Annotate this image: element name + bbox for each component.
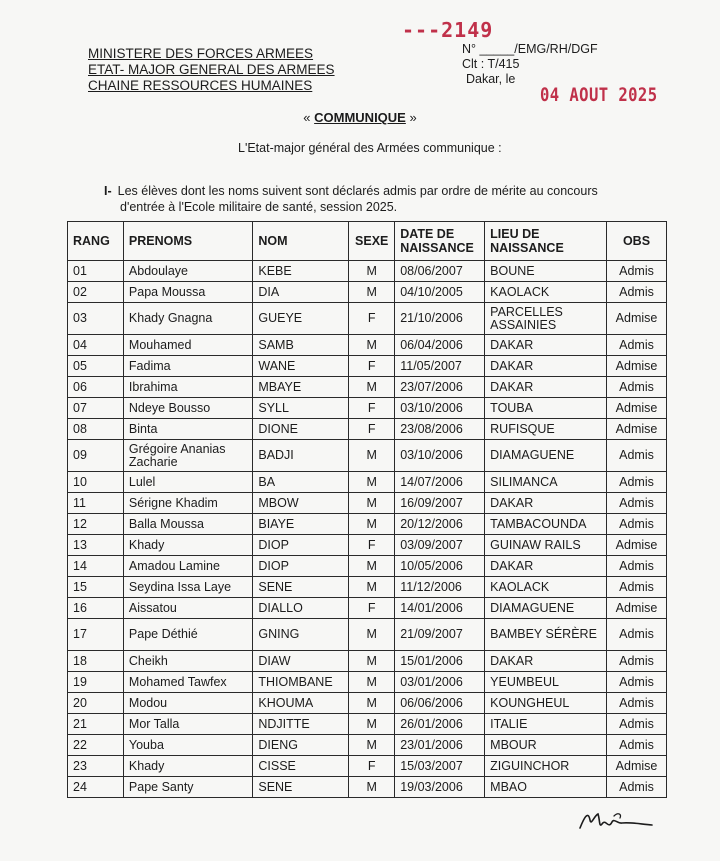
cell-obs: Admis — [607, 493, 667, 514]
cell-nom: KHOUMA — [253, 693, 349, 714]
table-row — [68, 282, 667, 303]
cell-nom: BA — [253, 472, 349, 493]
table-row — [68, 651, 667, 672]
cell-date: 04/10/2005 — [395, 282, 485, 303]
cell-obs: Admise — [607, 535, 667, 556]
cell-sexe: F — [349, 356, 395, 377]
cell-rang: 11 — [68, 493, 124, 514]
cell-sexe: M — [349, 261, 395, 282]
cell-date: 14/07/2006 — [395, 472, 485, 493]
cell-date: 03/10/2006 — [395, 440, 485, 472]
cell-prenoms: Binta — [123, 419, 252, 440]
cell-rang: 18 — [68, 651, 124, 672]
cell-obs: Admis — [607, 714, 667, 735]
cell-nom: DIOP — [253, 556, 349, 577]
cell-nom: THIOMBANE — [253, 672, 349, 693]
cell-obs: Admis — [607, 261, 667, 282]
cell-prenoms: Mor Talla — [123, 714, 252, 735]
cell-lieu: KAOLACK — [485, 577, 607, 598]
reference-number-stamp: ---2149 — [402, 18, 494, 42]
cell-lieu: TAMBACOUNDA — [485, 514, 607, 535]
cell-obs: Admis — [607, 651, 667, 672]
cell-lieu: RUFISQUE — [485, 419, 607, 440]
table-row — [68, 377, 667, 398]
cell-obs: Admise — [607, 598, 667, 619]
cell-lieu: ZIGUINCHOR — [485, 756, 607, 777]
cell-prenoms: Aissatou — [123, 598, 252, 619]
cell-prenoms: Khady Gnagna — [123, 303, 252, 335]
cell-prenoms: Grégoire Ananias Zacharie — [123, 440, 252, 472]
table-row — [68, 493, 667, 514]
section-paragraph — [104, 183, 704, 215]
table-row — [68, 577, 667, 598]
cell-nom: CISSE — [253, 756, 349, 777]
cell-rang: 21 — [68, 714, 124, 735]
cell-rang: 09 — [68, 440, 124, 472]
date-stamp: 04 AOUT 2025 — [540, 84, 658, 106]
cell-rang: 03 — [68, 303, 124, 335]
cell-prenoms: Ndeye Bousso — [123, 398, 252, 419]
cell-date: 15/01/2006 — [395, 651, 485, 672]
table-row — [68, 472, 667, 493]
cell-obs: Admis — [607, 472, 667, 493]
cell-nom: MBOW — [253, 493, 349, 514]
cell-prenoms: Ibrahima — [123, 377, 252, 398]
header-date-line-1: DATE DE — [400, 227, 455, 241]
document-title — [0, 110, 720, 125]
cell-rang: 20 — [68, 693, 124, 714]
section-line-2: d'entrée à l'Ecole militaire de santé, session 2025. — [120, 200, 398, 214]
table-row — [68, 419, 667, 440]
cell-nom: SYLL — [253, 398, 349, 419]
cell-sexe: M — [349, 556, 395, 577]
table-row — [68, 756, 667, 777]
cell-lieu: DAKAR — [485, 356, 607, 377]
cell-obs: Admis — [607, 672, 667, 693]
cell-nom: SAMB — [253, 335, 349, 356]
issuer-line-2: ETAT- MAJOR GENERAL DES ARMEES — [88, 62, 335, 77]
cell-sexe: M — [349, 440, 395, 472]
cell-lieu: DIAMAGUENE — [485, 440, 607, 472]
cell-sexe: M — [349, 735, 395, 756]
table-header-row — [68, 222, 667, 261]
cell-rang: 02 — [68, 282, 124, 303]
issuer-line-1: MINISTERE DES FORCES ARMEES — [88, 46, 314, 61]
cell-prenoms: Youba — [123, 735, 252, 756]
cell-rang: 14 — [68, 556, 124, 577]
table-row — [68, 303, 667, 335]
clt-line: Clt : T/415 — [462, 57, 520, 71]
header-sexe: SEXE — [349, 222, 395, 261]
cell-prenoms: Fadima — [123, 356, 252, 377]
cell-prenoms: Abdoulaye — [123, 261, 252, 282]
cell-sexe: M — [349, 514, 395, 535]
cell-rang: 01 — [68, 261, 124, 282]
cell-nom: DIENG — [253, 735, 349, 756]
cell-lieu: DIAMAGUENE — [485, 598, 607, 619]
cell-lieu: MBOUR — [485, 735, 607, 756]
cell-rang: 15 — [68, 577, 124, 598]
header-prenoms: PRENOMS — [123, 222, 252, 261]
cell-prenoms: Cheikh — [123, 651, 252, 672]
cell-nom: KEBE — [253, 261, 349, 282]
table-row — [68, 714, 667, 735]
table-body — [68, 261, 667, 798]
cell-lieu: KAOLACK — [485, 282, 607, 303]
cell-date: 19/03/2006 — [395, 777, 485, 798]
cell-lieu: ITALIE — [485, 714, 607, 735]
table-row — [68, 335, 667, 356]
cell-obs: Admis — [607, 619, 667, 651]
cell-nom: DIAW — [253, 651, 349, 672]
cell-rang: 10 — [68, 472, 124, 493]
cell-obs: Admis — [607, 335, 667, 356]
cell-prenoms: Khady — [123, 756, 252, 777]
cell-sexe: F — [349, 419, 395, 440]
cell-sexe: M — [349, 472, 395, 493]
cell-rang: 06 — [68, 377, 124, 398]
table-row — [68, 514, 667, 535]
cell-obs: Admise — [607, 756, 667, 777]
cell-nom: BIAYE — [253, 514, 349, 535]
cell-lieu: DAKAR — [485, 335, 607, 356]
title-close-quote: » — [405, 110, 417, 125]
cell-lieu: MBAO — [485, 777, 607, 798]
cell-obs: Admis — [607, 577, 667, 598]
cell-obs: Admis — [607, 282, 667, 303]
cell-sexe: M — [349, 777, 395, 798]
table-row — [68, 535, 667, 556]
cell-prenoms: Balla Moussa — [123, 514, 252, 535]
table-row — [68, 672, 667, 693]
table-row — [68, 356, 667, 377]
cell-sexe: M — [349, 282, 395, 303]
cell-obs: Admis — [607, 440, 667, 472]
cell-nom: DIALLO — [253, 598, 349, 619]
cell-prenoms: Sérigne Khadim — [123, 493, 252, 514]
cell-sexe: M — [349, 577, 395, 598]
cell-lieu: TOUBA — [485, 398, 607, 419]
cell-rang: 23 — [68, 756, 124, 777]
table-row — [68, 398, 667, 419]
signature — [578, 804, 662, 838]
cell-sexe: M — [349, 651, 395, 672]
header-date-line-2: NAISSANCE — [400, 241, 474, 255]
header-nom: NOM — [253, 222, 349, 261]
cell-sexe: M — [349, 493, 395, 514]
cell-date: 06/06/2006 — [395, 693, 485, 714]
cell-prenoms: Lulel — [123, 472, 252, 493]
cell-date: 08/06/2007 — [395, 261, 485, 282]
cell-nom: DIA — [253, 282, 349, 303]
cell-lieu: DAKAR — [485, 651, 607, 672]
results-table — [67, 221, 667, 798]
cell-lieu: DAKAR — [485, 493, 607, 514]
table-row — [68, 261, 667, 282]
cell-date: 06/04/2006 — [395, 335, 485, 356]
cell-rang: 19 — [68, 672, 124, 693]
cell-date: 23/07/2006 — [395, 377, 485, 398]
header-lieu-line-1: LIEU DE — [490, 227, 540, 241]
cell-date: 15/03/2007 — [395, 756, 485, 777]
cell-prenoms: Modou — [123, 693, 252, 714]
table-row — [68, 619, 667, 651]
cell-nom: MBAYE — [253, 377, 349, 398]
cell-obs: Admis — [607, 514, 667, 535]
cell-sexe: M — [349, 619, 395, 651]
cell-prenoms: Mohamed Tawfex — [123, 672, 252, 693]
table-row — [68, 440, 667, 472]
table-row — [68, 556, 667, 577]
cell-nom: NDJITTE — [253, 714, 349, 735]
table-row — [68, 598, 667, 619]
cell-date: 23/01/2006 — [395, 735, 485, 756]
place-line: Dakar, le — [466, 72, 516, 86]
title-open-quote: « — [303, 110, 315, 125]
cell-obs: Admise — [607, 303, 667, 335]
cell-obs: Admis — [607, 777, 667, 798]
table-row — [68, 777, 667, 798]
cell-obs: Admise — [607, 398, 667, 419]
cell-lieu: BOUNE — [485, 261, 607, 282]
reference-block — [462, 42, 598, 87]
cell-rang: 16 — [68, 598, 124, 619]
cell-sexe: M — [349, 672, 395, 693]
cell-lieu: BAMBEY SÉRÈRE — [485, 619, 607, 651]
cell-nom: SENE — [253, 577, 349, 598]
cell-obs: Admis — [607, 735, 667, 756]
header-lieu-line-2: NAISSANCE — [490, 241, 564, 255]
cell-rang: 05 — [68, 356, 124, 377]
cell-date: 11/12/2006 — [395, 577, 485, 598]
intro-text: L'Etat-major général des Armées communique : — [238, 141, 502, 155]
header-date — [395, 222, 485, 261]
cell-obs: Admise — [607, 419, 667, 440]
issuer-line-3: CHAINE RESSOURCES HUMAINES — [88, 78, 313, 93]
cell-obs: Admis — [607, 556, 667, 577]
cell-date: 20/12/2006 — [395, 514, 485, 535]
cell-nom: SENE — [253, 777, 349, 798]
cell-prenoms: Khady — [123, 535, 252, 556]
header-rang: RANG — [68, 222, 124, 261]
cell-date: 23/08/2006 — [395, 419, 485, 440]
cell-rang: 04 — [68, 335, 124, 356]
cell-sexe: F — [349, 535, 395, 556]
cell-date: 11/05/2007 — [395, 356, 485, 377]
cell-lieu: DAKAR — [485, 556, 607, 577]
cell-date: 10/05/2006 — [395, 556, 485, 577]
cell-sexe: M — [349, 714, 395, 735]
cell-date: 03/09/2007 — [395, 535, 485, 556]
cell-nom: BADJI — [253, 440, 349, 472]
cell-rang: 17 — [68, 619, 124, 651]
reference-line: N° _____/EMG/RH/DGF — [462, 42, 598, 56]
cell-sexe: M — [349, 693, 395, 714]
cell-sexe: F — [349, 398, 395, 419]
title-text: COMMUNIQUE — [314, 110, 406, 125]
cell-nom: GNING — [253, 619, 349, 651]
cell-sexe: M — [349, 335, 395, 356]
cell-date: 21/09/2007 — [395, 619, 485, 651]
cell-date: 21/10/2006 — [395, 303, 485, 335]
cell-obs: Admis — [607, 693, 667, 714]
cell-date: 14/01/2006 — [395, 598, 485, 619]
cell-prenoms: Papa Moussa — [123, 282, 252, 303]
cell-nom: GUEYE — [253, 303, 349, 335]
cell-date: 03/01/2006 — [395, 672, 485, 693]
cell-rang: 13 — [68, 535, 124, 556]
cell-lieu: PARCELLES ASSAINIES — [485, 303, 607, 335]
cell-lieu: KOUNGHEUL — [485, 693, 607, 714]
cell-obs: Admis — [607, 377, 667, 398]
section-number: I- — [104, 184, 112, 198]
cell-lieu: SILIMANCA — [485, 472, 607, 493]
cell-prenoms: Pape Déthié — [123, 619, 252, 651]
cell-sexe: F — [349, 756, 395, 777]
cell-obs: Admise — [607, 356, 667, 377]
cell-lieu: YEUMBEUL — [485, 672, 607, 693]
cell-rang: 12 — [68, 514, 124, 535]
section-line-1: Les élèves dont les noms suivent sont déclarés admis par ordre de mérite au concours — [117, 184, 598, 198]
cell-nom: WANE — [253, 356, 349, 377]
cell-lieu: DAKAR — [485, 377, 607, 398]
header-lieu — [485, 222, 607, 261]
cell-rang: 08 — [68, 419, 124, 440]
cell-sexe: F — [349, 598, 395, 619]
cell-date: 26/01/2006 — [395, 714, 485, 735]
cell-rang: 22 — [68, 735, 124, 756]
cell-lieu: GUINAW RAILS — [485, 535, 607, 556]
cell-date: 16/09/2007 — [395, 493, 485, 514]
cell-prenoms: Pape Santy — [123, 777, 252, 798]
cell-sexe: F — [349, 303, 395, 335]
cell-prenoms: Amadou Lamine — [123, 556, 252, 577]
table-row — [68, 735, 667, 756]
cell-nom: DIOP — [253, 535, 349, 556]
cell-rang: 07 — [68, 398, 124, 419]
cell-prenoms: Mouhamed — [123, 335, 252, 356]
header-obs: OBS — [607, 222, 667, 261]
issuer-block — [88, 46, 335, 94]
cell-rang: 24 — [68, 777, 124, 798]
cell-sexe: M — [349, 377, 395, 398]
cell-nom: DIONE — [253, 419, 349, 440]
cell-date: 03/10/2006 — [395, 398, 485, 419]
table-row — [68, 693, 667, 714]
cell-prenoms: Seydina Issa Laye — [123, 577, 252, 598]
